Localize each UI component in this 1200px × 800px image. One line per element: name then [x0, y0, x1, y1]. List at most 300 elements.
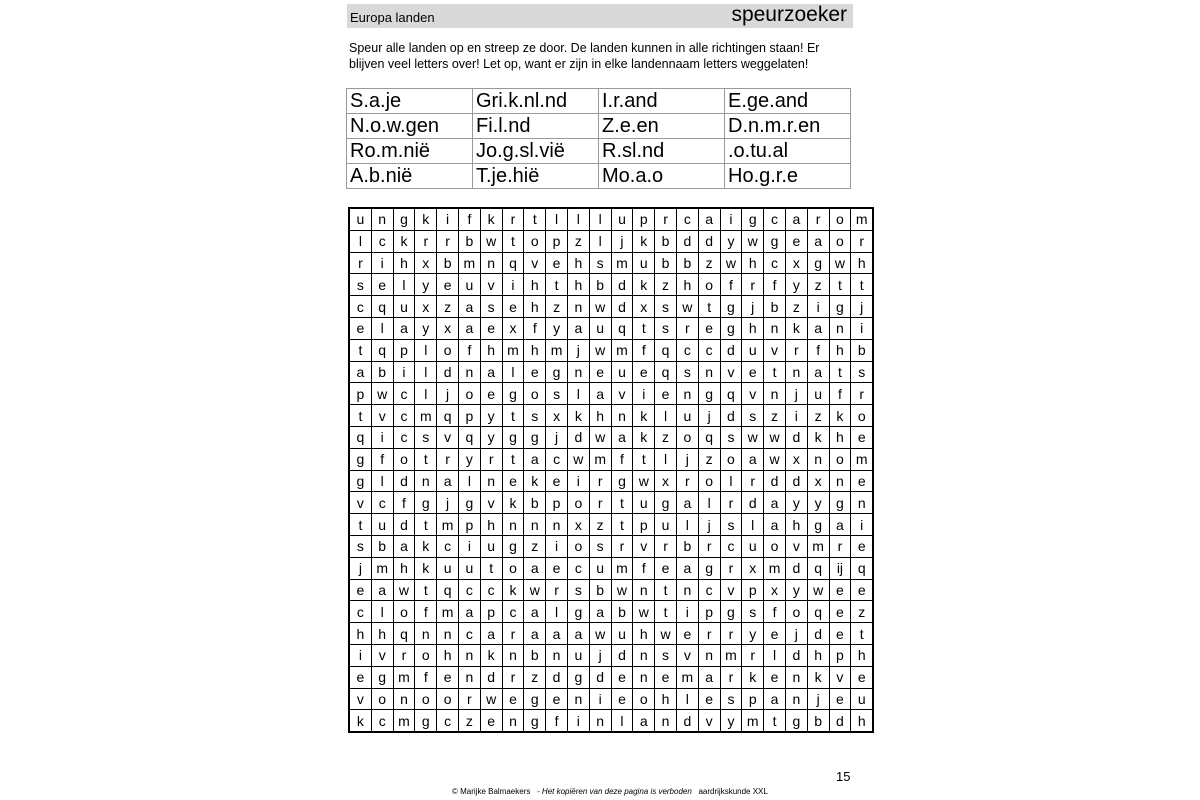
grid-row [349, 644, 873, 666]
grid-letter: o [851, 405, 873, 427]
grid-letter: f [764, 274, 786, 296]
grid-row [349, 623, 873, 645]
grid-letter: m [393, 710, 415, 732]
grid-letter: n [458, 644, 480, 666]
grid-letter: o [567, 535, 589, 557]
grid-letter: h [524, 339, 546, 361]
grid-letter: o [829, 208, 851, 230]
clue-cell: E.ge.and [725, 89, 851, 114]
grid-letter: e [502, 296, 524, 318]
grid-letter: k [415, 208, 437, 230]
grid-letter: g [764, 230, 786, 252]
clue-cell: Ho.g.r.e [725, 164, 851, 189]
grid-letter: a [480, 361, 502, 383]
grid-letter: c [393, 426, 415, 448]
grid-letter: l [567, 383, 589, 405]
grid-letter: h [589, 405, 611, 427]
grid-row [349, 492, 873, 514]
grid-letter: a [458, 317, 480, 339]
grid-letter: a [807, 361, 829, 383]
grid-letter: y [785, 492, 807, 514]
grid-letter: g [502, 426, 524, 448]
grid-letter: n [698, 361, 720, 383]
grid-letter: e [546, 470, 568, 492]
grid-letter: c [480, 579, 502, 601]
grid-letter: n [502, 514, 524, 536]
grid-letter: e [371, 274, 393, 296]
footer-notice: - Het kopiëren van deze pagina is verboden [537, 787, 692, 796]
grid-letter: u [589, 317, 611, 339]
grid-letter: r [676, 470, 698, 492]
grid-letter: s [655, 296, 677, 318]
grid-letter: m [611, 557, 633, 579]
grid-letter: e [349, 579, 371, 601]
grid-letter: l [393, 274, 415, 296]
grid-letter: g [458, 492, 480, 514]
grid-letter: g [502, 383, 524, 405]
grid-letter: y [480, 426, 502, 448]
grid-letter: w [393, 579, 415, 601]
grid-letter: r [655, 208, 677, 230]
grid-letter: c [458, 623, 480, 645]
grid-letter: k [807, 426, 829, 448]
clue-cell: N.o.w.gen [347, 114, 473, 139]
grid-letter: i [349, 644, 371, 666]
grid-letter: p [546, 230, 568, 252]
grid-letter: f [415, 666, 437, 688]
grid-letter: j [742, 296, 764, 318]
grid-letter: b [458, 230, 480, 252]
grid-letter: f [415, 601, 437, 623]
grid-letter: l [655, 405, 677, 427]
grid-letter: e [655, 383, 677, 405]
grid-letter: c [371, 710, 393, 732]
grid-letter: p [546, 492, 568, 514]
grid-letter: h [655, 688, 677, 710]
grid-letter: j [567, 339, 589, 361]
grid-letter: n [676, 579, 698, 601]
grid-letter: l [502, 361, 524, 383]
grid-letter: u [480, 535, 502, 557]
grid-letter: l [698, 492, 720, 514]
grid-letter: l [349, 230, 371, 252]
grid-letter: e [829, 688, 851, 710]
grid-letter: o [524, 230, 546, 252]
grid-letter: e [349, 666, 371, 688]
grid-letter: i [546, 535, 568, 557]
grid-letter: r [676, 317, 698, 339]
grid-letter: d [676, 710, 698, 732]
grid-letter: l [415, 383, 437, 405]
grid-letter: j [785, 623, 807, 645]
grid-letter: p [633, 208, 655, 230]
grid-letter: e [851, 666, 873, 688]
grid-letter: a [633, 710, 655, 732]
grid-letter: a [458, 601, 480, 623]
grid-letter: b [676, 252, 698, 274]
grid-letter: e [785, 230, 807, 252]
grid-letter: a [349, 361, 371, 383]
grid-letter: u [807, 383, 829, 405]
grid-letter: x [567, 514, 589, 536]
grid-letter: a [393, 535, 415, 557]
grid-letter: u [437, 557, 459, 579]
grid-letter: h [633, 623, 655, 645]
grid-letter: u [655, 514, 677, 536]
grid-letter: y [480, 405, 502, 427]
grid-letter: l [742, 514, 764, 536]
grid-row [349, 230, 873, 252]
grid-letter: r [720, 557, 742, 579]
grid-letter: m [851, 208, 873, 230]
grid-letter: o [458, 383, 480, 405]
grid-letter: j [349, 557, 371, 579]
grid-letter: l [764, 644, 786, 666]
grid-letter: z [567, 230, 589, 252]
grid-letter: v [720, 579, 742, 601]
grid-letter: d [567, 426, 589, 448]
grid-letter: b [371, 535, 393, 557]
grid-row [349, 208, 873, 230]
grid-letter: a [589, 383, 611, 405]
grid-letter: i [502, 274, 524, 296]
grid-letter: r [698, 535, 720, 557]
grid-letter: d [764, 470, 786, 492]
grid-letter: g [785, 710, 807, 732]
worksheet-header [347, 4, 853, 28]
grid-row [349, 405, 873, 427]
grid-letter: m [742, 710, 764, 732]
grid-letter: j [698, 405, 720, 427]
grid-letter: v [785, 535, 807, 557]
grid-letter: d [611, 644, 633, 666]
grid-letter: t [546, 274, 568, 296]
grid-letter: r [742, 274, 764, 296]
grid-letter: g [720, 601, 742, 623]
grid-letter: o [567, 492, 589, 514]
grid-letter: a [567, 317, 589, 339]
grid-letter: i [785, 405, 807, 427]
grid-letter: r [589, 470, 611, 492]
grid-letter: c [764, 208, 786, 230]
grid-letter: b [524, 644, 546, 666]
grid-letter: e [633, 361, 655, 383]
grid-row [349, 296, 873, 318]
grid-letter: z [698, 448, 720, 470]
grid-letter: q [437, 405, 459, 427]
grid-letter: r [698, 623, 720, 645]
grid-letter: y [742, 623, 764, 645]
worksheet-topic: Europa landen [350, 10, 435, 25]
grid-letter: p [480, 601, 502, 623]
grid-letter: h [676, 274, 698, 296]
grid-letter: c [698, 339, 720, 361]
grid-letter: k [480, 644, 502, 666]
grid-letter: o [829, 448, 851, 470]
grid-letter: d [807, 623, 829, 645]
grid-letter: a [524, 557, 546, 579]
grid-letter: g [698, 383, 720, 405]
grid-letter: w [633, 601, 655, 623]
grid-letter: y [458, 448, 480, 470]
clue-cell: Mo.a.o [599, 164, 725, 189]
grid-letter: h [829, 339, 851, 361]
grid-letter: r [480, 448, 502, 470]
grid-letter: g [829, 492, 851, 514]
grid-letter: r [502, 623, 524, 645]
grid-letter: n [633, 579, 655, 601]
grid-letter: o [829, 230, 851, 252]
grid-letter: v [829, 666, 851, 688]
grid-letter: v [371, 644, 393, 666]
grid-letter: g [611, 470, 633, 492]
worksheet-kind: speurzoeker [731, 3, 847, 26]
grid-letter: p [742, 579, 764, 601]
grid-letter: n [785, 688, 807, 710]
grid-letter: z [807, 405, 829, 427]
grid-letter: f [764, 601, 786, 623]
grid-letter: x [502, 317, 524, 339]
grid-letter: q [393, 623, 415, 645]
grid-row [349, 688, 873, 710]
grid-letter: t [655, 579, 677, 601]
grid-row [349, 252, 873, 274]
grid-letter: u [611, 208, 633, 230]
grid-letter: p [458, 514, 480, 536]
grid-letter: e [437, 274, 459, 296]
grid-letter: a [480, 623, 502, 645]
grid-letter: r [437, 230, 459, 252]
grid-letter: q [720, 383, 742, 405]
grid-letter: z [785, 296, 807, 318]
page-number: 15 [836, 769, 851, 784]
grid-row [349, 448, 873, 470]
grid-letter: c [349, 601, 371, 623]
grid-letter: m [611, 339, 633, 361]
grid-letter: d [785, 644, 807, 666]
grid-letter: k [633, 405, 655, 427]
footer [452, 787, 768, 796]
grid-letter: e [480, 383, 502, 405]
grid-letter: h [829, 426, 851, 448]
grid-letter: i [589, 688, 611, 710]
grid-letter: n [546, 514, 568, 536]
grid-letter: x [415, 296, 437, 318]
grid-letter: e [742, 361, 764, 383]
grid-letter: w [524, 579, 546, 601]
grid-letter: w [807, 579, 829, 601]
grid-letter: g [720, 317, 742, 339]
grid-letter: k [807, 666, 829, 688]
grid-letter: a [764, 514, 786, 536]
grid-letter: m [589, 448, 611, 470]
grid-letter: n [633, 666, 655, 688]
grid-letter: r [742, 644, 764, 666]
grid-letter: d [676, 230, 698, 252]
grid-letter: v [349, 688, 371, 710]
grid-letter: c [676, 339, 698, 361]
grid-letter: a [807, 230, 829, 252]
grid-letter: c [371, 230, 393, 252]
grid-letter: m [851, 448, 873, 470]
grid-letter: l [589, 208, 611, 230]
clue-cell: .o.tu.al [725, 139, 851, 164]
grid-letter: r [720, 623, 742, 645]
grid-letter: e [546, 688, 568, 710]
clue-row [347, 164, 851, 189]
grid-letter: k [633, 274, 655, 296]
grid-letter: m [720, 644, 742, 666]
grid-letter: m [807, 535, 829, 557]
grid-letter: h [393, 252, 415, 274]
grid-letter: o [633, 688, 655, 710]
grid-letter: n [567, 688, 589, 710]
grid-row [349, 666, 873, 688]
grid-letter: w [589, 339, 611, 361]
grid-letter: x [742, 557, 764, 579]
grid-letter: i [567, 710, 589, 732]
grid-letter: c [720, 535, 742, 557]
grid-letter: f [458, 339, 480, 361]
clue-cell: R.sl.nd [599, 139, 725, 164]
grid-letter: p [349, 383, 371, 405]
grid-letter: n [415, 623, 437, 645]
grid-row [349, 317, 873, 339]
clue-cell: Ro.m.nië [347, 139, 473, 164]
grid-letter: y [785, 274, 807, 296]
grid-letter: t [349, 339, 371, 361]
grid-letter: e [546, 252, 568, 274]
grid-letter: n [698, 644, 720, 666]
grid-letter: c [546, 448, 568, 470]
grid-letter: p [829, 644, 851, 666]
grid-letter: o [415, 688, 437, 710]
grid-letter: t [415, 579, 437, 601]
grid-letter: d [698, 230, 720, 252]
grid-row [349, 535, 873, 557]
grid-letter: n [524, 514, 546, 536]
grid-letter: y [785, 579, 807, 601]
grid-letter: w [764, 448, 786, 470]
grid-letter: r [502, 666, 524, 688]
grid-letter: q [371, 339, 393, 361]
grid-letter: c [437, 710, 459, 732]
grid-letter: a [676, 492, 698, 514]
grid-letter: o [393, 448, 415, 470]
grid-letter: b [524, 492, 546, 514]
grid-letter: n [829, 317, 851, 339]
grid-letter: n [502, 644, 524, 666]
grid-letter: e [611, 666, 633, 688]
grid-letter: n [415, 470, 437, 492]
grid-letter: s [742, 601, 764, 623]
grid-letter: n [502, 710, 524, 732]
grid-row [349, 514, 873, 536]
grid-letter: x [437, 317, 459, 339]
grid-letter: h [851, 644, 873, 666]
grid-letter: f [546, 710, 568, 732]
clue-cell: A.b.nië [347, 164, 473, 189]
grid-letter: g [371, 666, 393, 688]
grid-letter: f [393, 492, 415, 514]
grid-letter: o [764, 535, 786, 557]
grid-letter: f [633, 339, 655, 361]
grid-letter: r [720, 666, 742, 688]
grid-letter: o [698, 274, 720, 296]
grid-letter: u [611, 361, 633, 383]
grid-letter: t [611, 492, 633, 514]
grid-letter: u [458, 557, 480, 579]
grid-letter: b [807, 710, 829, 732]
grid-letter: r [851, 230, 873, 252]
grid-letter: y [720, 710, 742, 732]
grid-letter: c [371, 492, 393, 514]
instructions: Speur alle landen op en streep ze door. De landen kunnen in alle richtingen staan! Er blijven veel letters over! Let op, want er zijn in elke landennaam letters weggelaten! [349, 41, 820, 71]
grid-letter: v [676, 644, 698, 666]
grid-letter: w [742, 230, 764, 252]
grid-letter: x [546, 405, 568, 427]
grid-letter: k [633, 426, 655, 448]
grid-row [349, 710, 873, 732]
grid-letter: k [349, 710, 371, 732]
grid-letter: d [785, 557, 807, 579]
grid-letter: q [349, 426, 371, 448]
grid-letter: n [567, 296, 589, 318]
grid-letter: y [415, 274, 437, 296]
grid-letter: w [829, 252, 851, 274]
grid-letter: e [698, 688, 720, 710]
clue-cell: I.r.and [599, 89, 725, 114]
grid-letter: p [698, 601, 720, 623]
grid-letter: c [393, 405, 415, 427]
grid-row [349, 426, 873, 448]
letter-grid [348, 207, 874, 733]
grid-letter: j [785, 383, 807, 405]
grid-letter: s [676, 361, 698, 383]
grid-letter: a [524, 601, 546, 623]
grid-row [349, 557, 873, 579]
grid-letter: o [785, 601, 807, 623]
grid-letter: a [611, 426, 633, 448]
grid-letter: d [785, 426, 807, 448]
grid-letter: z [524, 535, 546, 557]
grid-letter: t [633, 317, 655, 339]
grid-letter: e [611, 688, 633, 710]
grid-letter: h [567, 252, 589, 274]
grid-letter: x [415, 252, 437, 274]
grid-letter: n [371, 208, 393, 230]
grid-letter: v [611, 383, 633, 405]
grid-letter: f [720, 274, 742, 296]
grid-letter: b [589, 274, 611, 296]
grid-letter: v [698, 710, 720, 732]
grid-letter: t [851, 274, 873, 296]
grid-letter: r [589, 492, 611, 514]
grid-letter: e [480, 710, 502, 732]
grid-letter: l [415, 361, 437, 383]
grid-letter: q [611, 317, 633, 339]
grid-letter: z [437, 296, 459, 318]
grid-letter: t [349, 405, 371, 427]
grid-letter: n [458, 666, 480, 688]
clue-table [346, 88, 851, 189]
grid-letter: l [415, 339, 437, 361]
grid-letter: h [807, 644, 829, 666]
grid-letter: s [589, 535, 611, 557]
grid-letter: m [546, 339, 568, 361]
grid-letter: d [829, 710, 851, 732]
grid-letter: s [720, 514, 742, 536]
